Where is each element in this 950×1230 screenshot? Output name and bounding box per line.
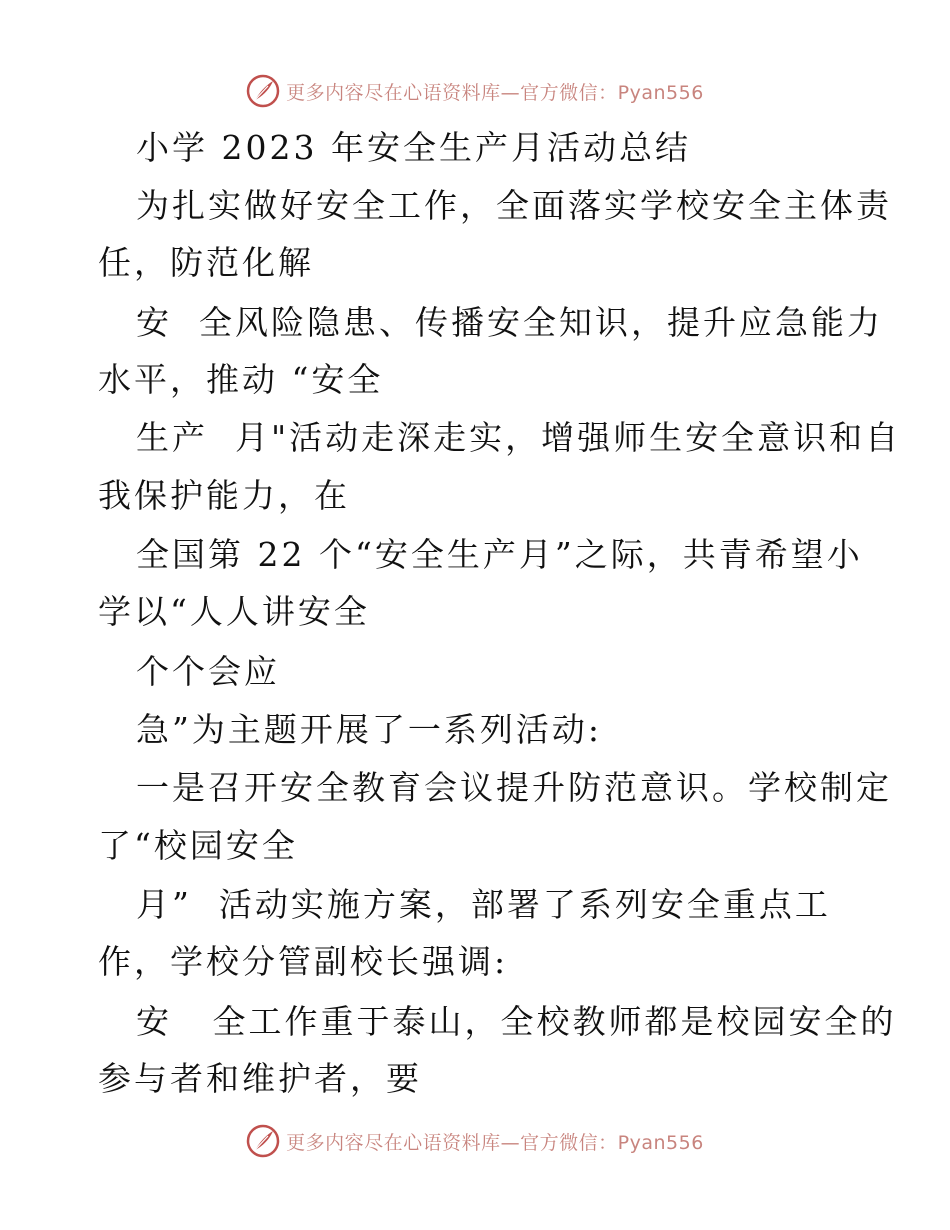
text-line: 水平，推动 “安全 bbox=[98, 360, 384, 399]
text-line: 生产 月"活动走深走实，增强师生安全意识和自 bbox=[136, 418, 902, 457]
text-line: 个个会应 bbox=[136, 652, 280, 691]
text-line: 学以“人人讲安全 bbox=[98, 592, 370, 631]
feather-pen-icon bbox=[246, 74, 280, 108]
text-line: 月” 活动实施方案，部署了系列安全重点工 bbox=[136, 885, 831, 924]
text-line: 任，防范化解 bbox=[98, 243, 314, 282]
text-line: 安 全工作重于泰山，全校教师都是校园安全的 bbox=[136, 1002, 897, 1041]
text-line: 作，学校分管副校长强调: bbox=[98, 942, 509, 981]
feather-pen-icon bbox=[246, 1124, 280, 1158]
text-line: 全国第 22 个“安全生产月”之际，共青希望小 bbox=[136, 535, 863, 574]
watermark-text: 更多内容尽在心语资料库—官方微信：Pyan556 bbox=[286, 81, 704, 104]
header-watermark bbox=[0, 71, 950, 111]
text-line: 一是召开安全教育会议提升防范意识。学校制定 bbox=[136, 768, 892, 807]
text-line: 参与者和维护者，要 bbox=[98, 1059, 422, 1098]
text-line: 了“校园安全 bbox=[98, 826, 298, 865]
watermark-text: 更多内容尽在心语资料库—官方微信：Pyan556 bbox=[286, 1131, 704, 1154]
footer-watermark bbox=[0, 1121, 950, 1161]
text-line: 我保护能力，在 bbox=[98, 476, 350, 515]
text-line: 急”为主题开展了一系列活动: bbox=[136, 710, 602, 749]
text-line: 为扎实做好安全工作，全面落实学校安全主体责 bbox=[136, 186, 892, 225]
document-title: 小学 2023 年安全生产月活动总结 bbox=[136, 128, 691, 167]
text-line: 安 全风险隐患、传播安全知识，提升应急能力 bbox=[136, 303, 883, 342]
